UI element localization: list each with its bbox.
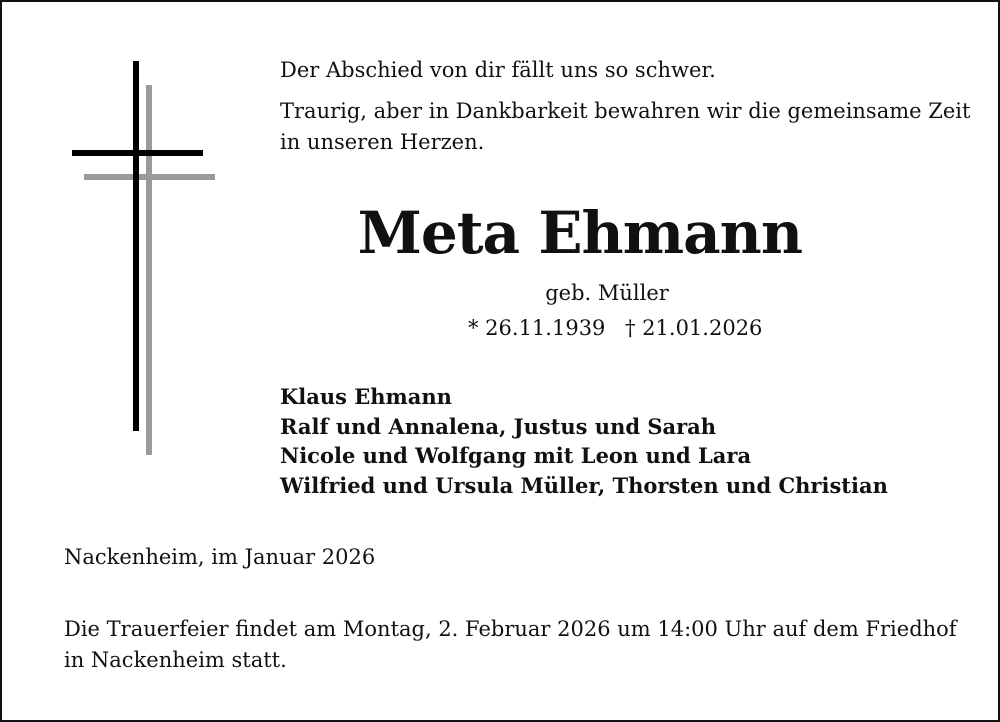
place-and-date: Nackenheim, im Januar 2026	[64, 545, 376, 569]
birth-date: * 26.11.1939	[468, 316, 606, 340]
mourner-line: Klaus Ehmann	[280, 384, 452, 409]
maiden-name: geb. Müller	[545, 281, 669, 305]
death-date: † 21.01.2026	[625, 316, 763, 340]
cross-shadow-horizontal	[84, 174, 215, 180]
mourner-line: Wilfried und Ursula Müller, Thorsten und Christian	[280, 473, 888, 498]
intro-line-1: Der Abschied von dir fällt uns so schwer.	[280, 58, 716, 82]
mourner-line: Ralf und Annalena, Justus und Sarah	[280, 414, 717, 439]
deceased-name: Meta Ehmann	[357, 199, 802, 267]
funeral-info-line-2: in Nackenheim statt.	[64, 648, 287, 672]
intro-line-3: in unseren Herzen.	[280, 130, 485, 154]
cross-shadow-vertical	[146, 85, 152, 455]
mourner-line: Nicole und Wolfgang mit Leon und Lara	[280, 443, 752, 468]
cross-horizontal-beam	[72, 150, 203, 156]
intro-line-2: Traurig, aber in Dankbarkeit bewahren wir die gemeinsame Zeit	[280, 99, 971, 123]
funeral-info-line-1: Die Trauerfeier findet am Montag, 2. Februar 2026 um 14:00 Uhr auf dem Friedhof	[64, 617, 957, 641]
